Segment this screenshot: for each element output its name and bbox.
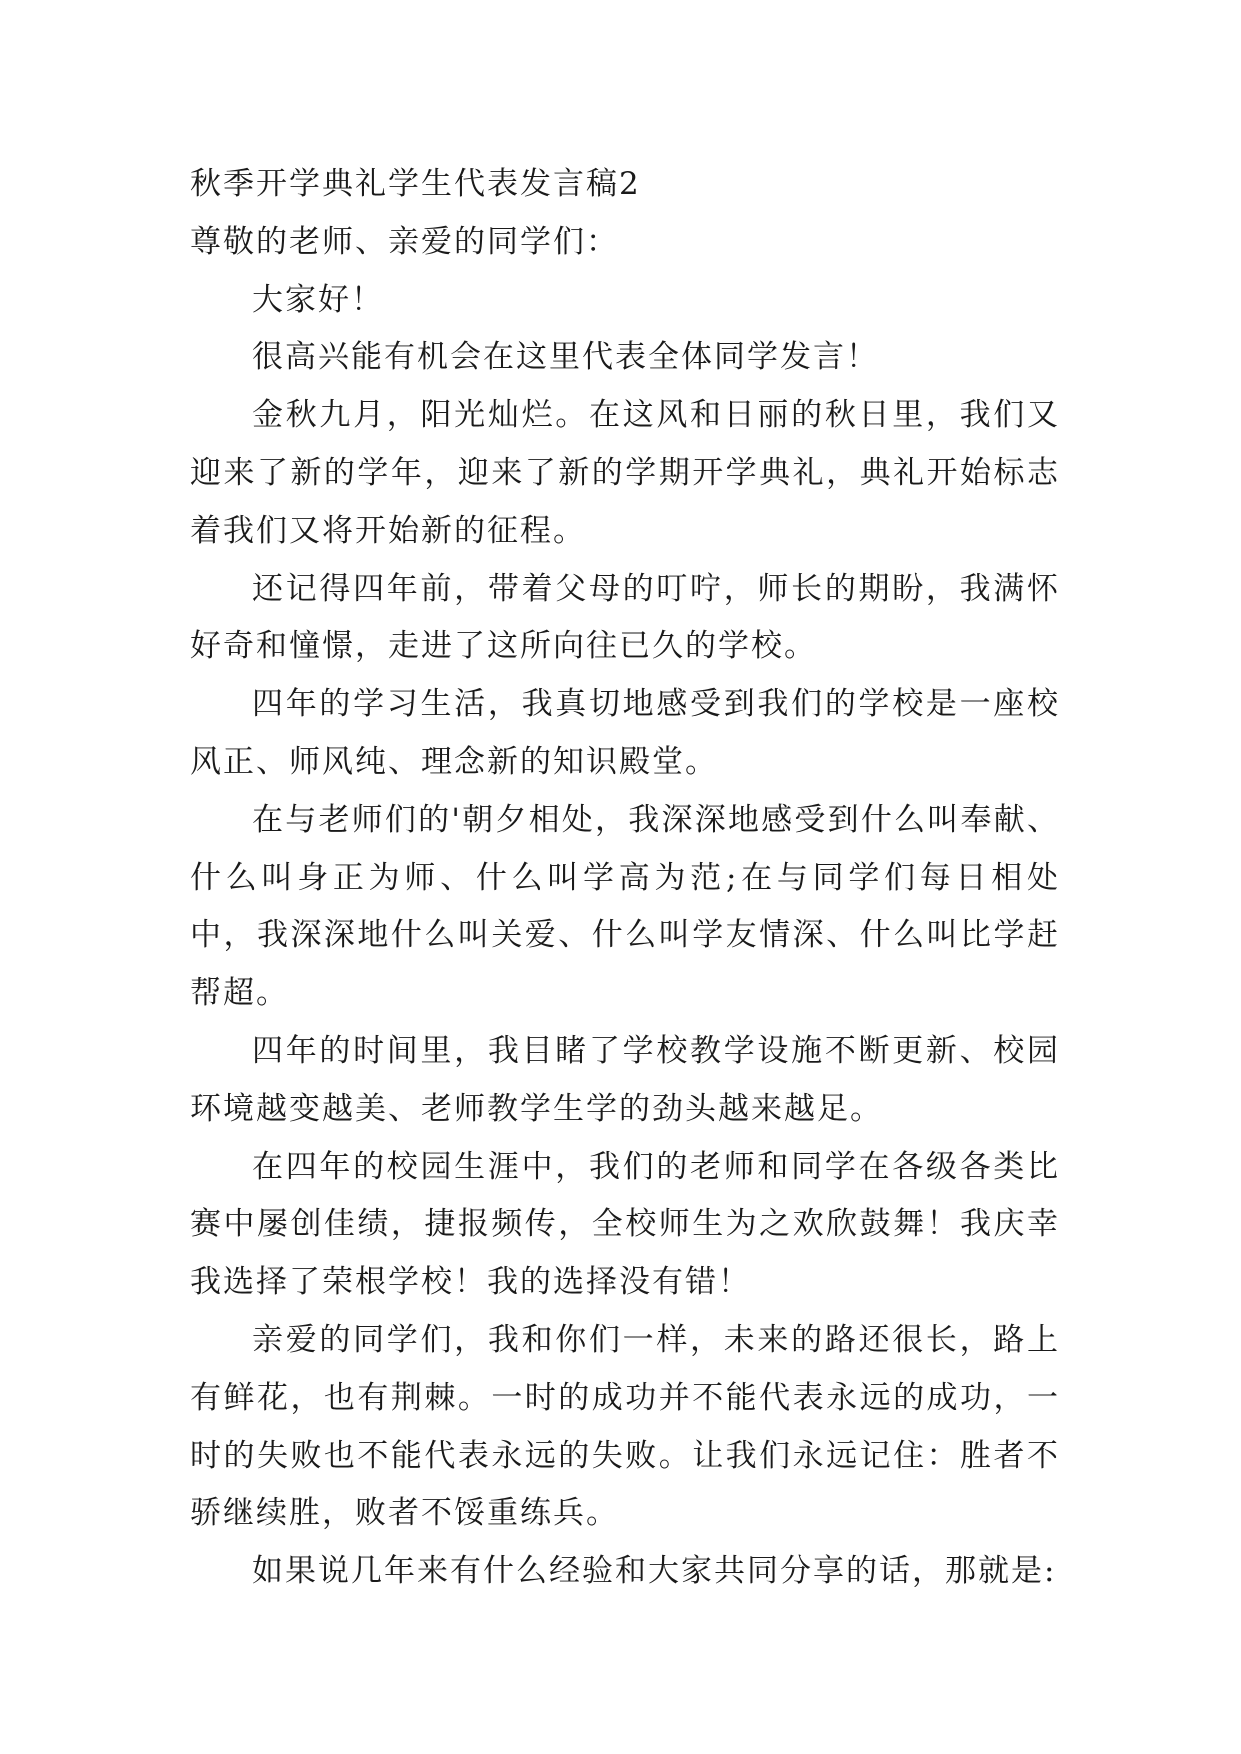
document-body — [190, 156, 1060, 1601]
document-title: 秋季开学典礼学生代表发言稿2 — [190, 166, 641, 202]
paragraph-memory: 还记得四年前，带着父母的叮咛，师长的期盼，我满怀好奇和憧憬，走进了这所向往已久的学校。 — [190, 570, 1060, 665]
paragraph-experience: 如果说几年来有什么经验和大家共同分享的话，那就是: — [252, 1553, 1057, 1590]
paragraph-future: 亲爱的同学们，我和你们一样，未来的路还很长，路上有鲜花，也有荆棘。一时的成功并不能代表永远的成功，一时的失败也不能代表永远的失败。让我们永远记住：胜者不骄继续胜，败者不馁重练兵。 — [190, 1321, 1060, 1532]
paragraph-four-years: 四年的时间里，我目睹了学校教学设施不断更新、校园环境越变越美、老师教学生学的劲头越来越足。 — [190, 1032, 1060, 1127]
salutation: 尊敬的老师、亲爱的同学们： — [190, 223, 619, 260]
paragraph-teachers: 在与老师们的'朝夕相处，我深深地感受到什么叫奉献、什么叫身正为师、什么叫学高为范;在与同学们每日相处中，我深深地什么叫关爱、什么叫学友情深、什么叫比学赶帮超。 — [190, 801, 1060, 1012]
paragraph-intro: 很高兴能有机会在这里代表全体同学发言！ — [252, 339, 879, 376]
paragraph-greeting: 大家好！ — [252, 281, 384, 318]
paragraph-achievements: 在四年的校园生涯中，我们的老师和同学在各级各类比赛中屡创佳绩，捷报频传，全校师生为之欢欣鼓舞！我庆幸我选择了荣根学校！我的选择没有错！ — [190, 1148, 1060, 1301]
paragraph-school-life: 四年的学习生活，我真切地感受到我们的学校是一座校风正、师风纯、理念新的知识殿堂。 — [190, 686, 1060, 780]
paragraph-autumn: 金秋九月，阳光灿烂。在这风和日丽的秋日里，我们又迎来了新的学年，迎来了新的学期开学典礼，典礼开始标志着我们又将开始新的征程。 — [190, 397, 1060, 549]
